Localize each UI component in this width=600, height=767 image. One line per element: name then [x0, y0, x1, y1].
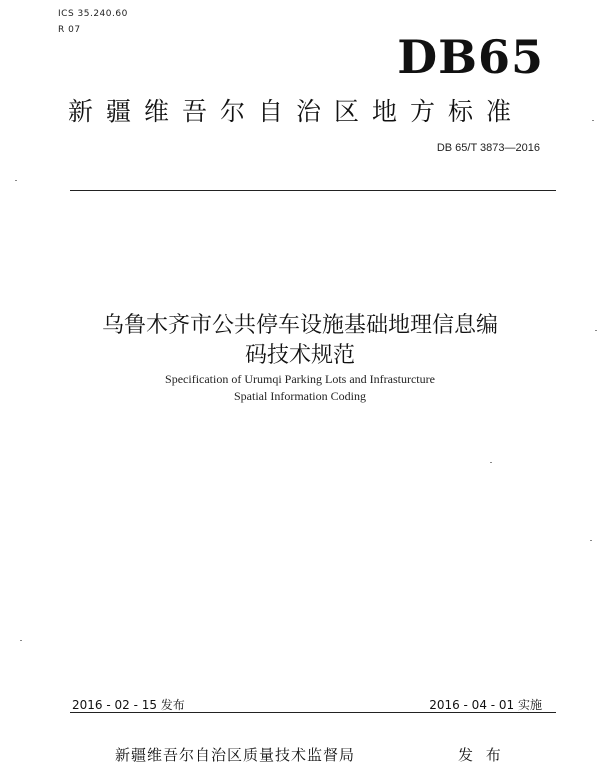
scan-speck — [592, 120, 594, 121]
footer-divider — [70, 712, 556, 713]
scan-speck — [20, 640, 22, 641]
chinese-title-line-1: 乌鲁木齐市公共停车设施基础地理信息编 — [101, 313, 498, 338]
chinese-title-line-2: 码技术规范 — [244, 343, 355, 368]
issue-date: 2016 - 02 - 15 发布 — [72, 698, 185, 712]
english-title-line-1: Specification of Urumqi Parking Lots and Infrasturcture — [165, 372, 435, 386]
scan-speck — [15, 180, 17, 181]
scan-speck — [590, 540, 592, 541]
implementation-date: 2016 - 04 - 01 实施 — [429, 698, 542, 712]
classification-code: R 07 — [58, 25, 81, 35]
ics-code: ICS 35.240.60 — [58, 9, 128, 19]
publish-label: 发 布 — [458, 746, 505, 764]
standard-type-heading: 新疆维吾尔自治区地方标准 — [68, 97, 525, 126]
scan-speck — [595, 330, 597, 331]
db65-logo: DB65 — [397, 30, 544, 84]
publisher-name: 新疆维吾尔自治区质量技术监督局 — [115, 746, 356, 764]
scan-speck — [490, 462, 492, 463]
header-divider — [70, 190, 556, 191]
standard-number: DB 65/T 3873—2016 — [436, 142, 540, 154]
english-title-line-2: Spatial Information Coding — [234, 389, 366, 403]
